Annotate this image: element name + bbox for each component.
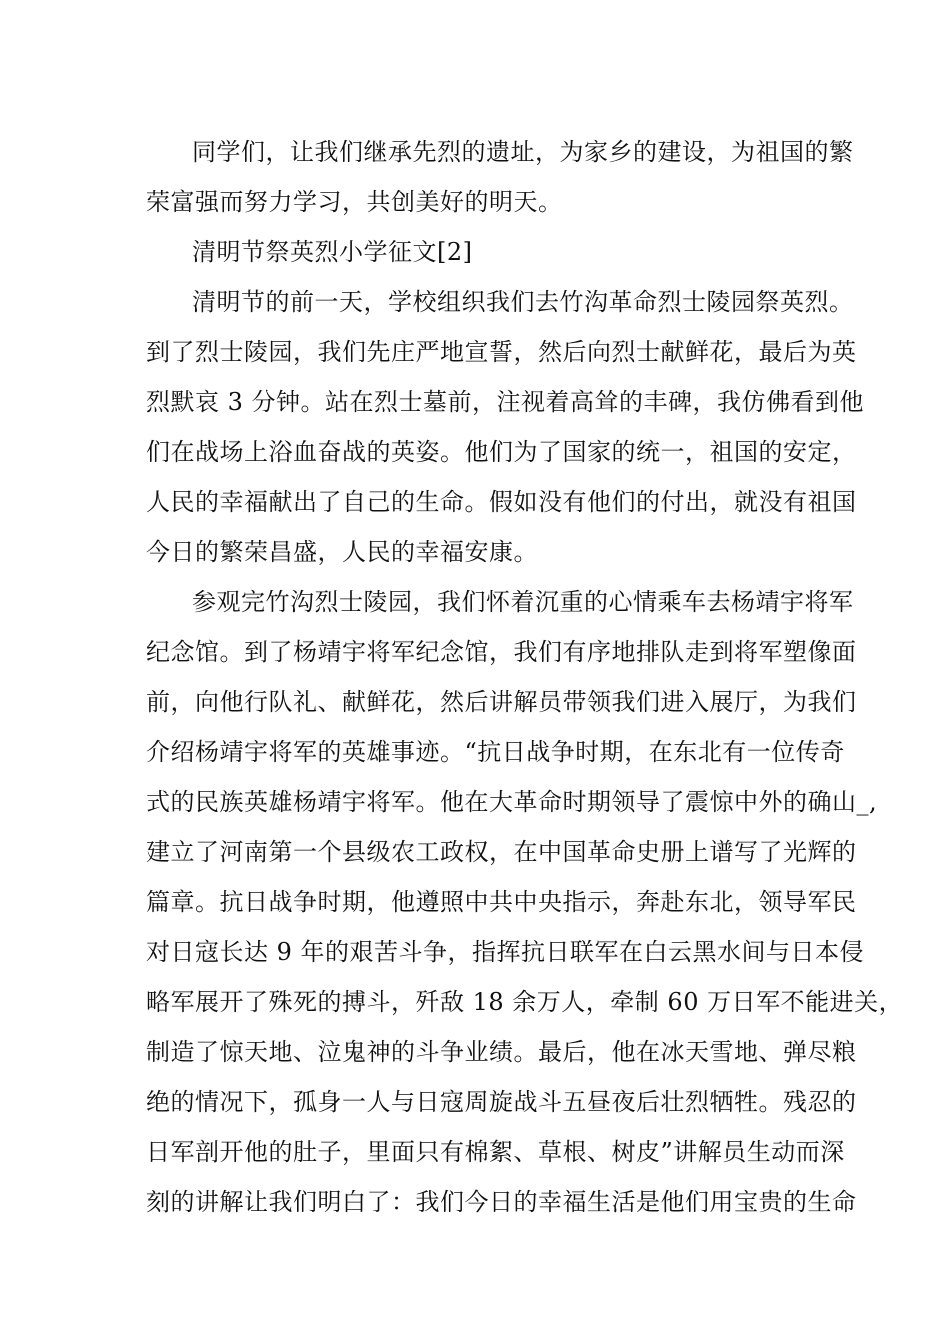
paragraph-2-line-2: 到了烈士陵园，我们先庄严地宣誓，然后向烈士献鲜花，最后为英 — [146, 338, 857, 366]
paragraph-3-line-5: 式的民族英雄杨靖宇将军。他在大革命时期领导了震惊中外的确山_, — [146, 788, 878, 816]
paragraph-2-line-4: 们在战场上浴血奋战的英姿。他们为了国家的统一，祖国的安定， — [146, 438, 857, 466]
paragraph-3-line-2: 纪念馆。到了杨靖宇将军纪念馆，我们有序地排队走到将军塑像面 — [146, 638, 857, 666]
paragraph-1-line-1: 同学们，让我们继承先烈的遗址，为家乡的建设，为祖国的繁 — [192, 138, 854, 166]
paragraph-3-line-9: 略军展开了殊死的搏斗，歼敌 18 余万人，牵制 60 万日军不能进关， — [146, 988, 904, 1016]
paragraph-3-line-11: 绝的情况下，孤身一人与日寇周旋战斗五昼夜后壮烈牺牲。残忍的 — [146, 1088, 857, 1116]
paragraph-3-line-7: 篇章。抗日战争时期，他遵照中共中央指示，奔赴东北，领导军民 — [146, 888, 857, 916]
paragraph-2-line-6: 今日的繁荣昌盛，人民的幸福安康。 — [146, 538, 538, 566]
paragraph-3-line-13: 刻的讲解让我们明白了：我们今日的幸福生活是他们用宝贵的生命 — [146, 1188, 857, 1216]
paragraph-2-line-1: 清明节的前一天，学校组织我们去竹沟革命烈士陵园祭英烈。 — [192, 288, 854, 316]
paragraph-3-line-10: 制造了惊天地、泣鬼神的斗争业绩。最后，他在冰天雪地、弹尽粮 — [146, 1038, 857, 1066]
paragraph-3-line-6: 建立了河南第一个县级农工政权，在中国革命史册上谱写了光辉的 — [146, 838, 857, 866]
paragraph-2-line-3: 烈默哀 3 分钟。站在烈士墓前，注视着高耸的丰碑，我仿佛看到他 — [146, 388, 865, 416]
paragraph-3-line-8: 对日寇长达 9 年的艰苦斗争，指挥抗日联军在白云黑水间与日本侵 — [146, 938, 865, 966]
paragraph-3-line-1: 参观完竹沟烈士陵园，我们怀着沉重的心情乘车去杨靖宇将军 — [192, 588, 854, 616]
section-heading: 清明节祭英烈小学征文[2] — [192, 238, 473, 266]
paragraph-3-line-3: 前，向他行队礼、献鲜花，然后讲解员带领我们进入展厅，为我们 — [146, 688, 857, 716]
paragraph-1-line-2: 荣富强而努力学习，共创美好的明天。 — [146, 188, 563, 216]
paragraph-2-line-5: 人民的幸福献出了自己的生命。假如没有他们的付出，就没有祖国 — [146, 488, 857, 516]
paragraph-3-line-12: 日军剖开他的肚子，里面只有棉絮、草根、树皮”讲解员生动而深 — [146, 1138, 845, 1166]
paragraph-3-line-4: 介绍杨靖宇将军的英雄事迹。“抗日战争时期，在东北有一位传奇 — [146, 738, 845, 766]
